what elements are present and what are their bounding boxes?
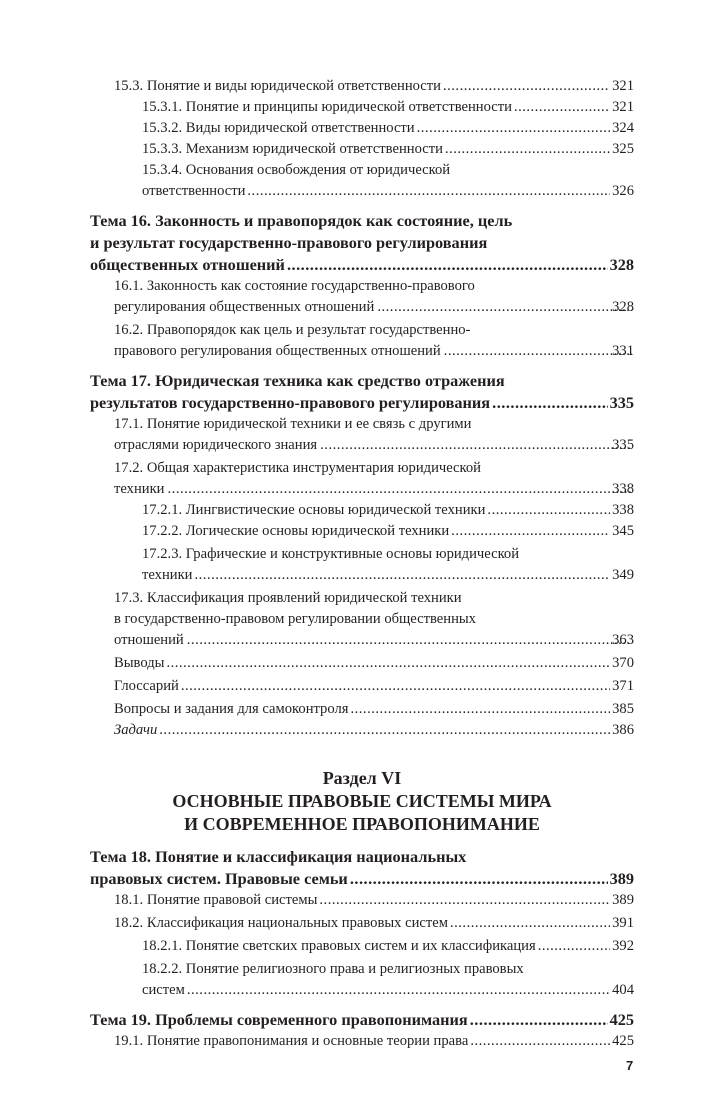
page-ref: 321: [612, 78, 634, 94]
page-ref: 389: [609, 869, 634, 888]
page-ref: 370: [612, 655, 634, 671]
section-number: Раздел VI: [322, 768, 402, 788]
toc-entry[interactable]: Выводы ..... 370: [114, 653, 634, 674]
table-of-contents: [90, 76, 634, 1052]
dot-leader: [538, 936, 610, 957]
section-title-line: ОСНОВНЫЕ ПРАВОВЫЕ СИСТЕМЫ МИРА: [172, 791, 552, 811]
toc-entry[interactable]: 15.3. Понятие и виды юридической ответственности ..... 321: [114, 76, 634, 97]
toc-entry[interactable]: Вопросы и задания для самоконтроля ..... 385: [114, 699, 634, 720]
dot-leader: [194, 565, 610, 586]
dot-leader: [350, 868, 608, 890]
dot-leader: [181, 676, 610, 697]
dot-leader: [186, 630, 632, 651]
toc-entry-line: 18.2.2. Понятие религиозного права и религиозных правовых: [142, 961, 524, 977]
page-ref: 345: [612, 523, 634, 539]
dot-leader: [319, 890, 610, 911]
toc-topic[interactable]: Тема 18. Понятие и классификация национальных правовых систем. Правовые семьи ..... 389: [90, 846, 634, 890]
page-ref: 425: [609, 1010, 634, 1029]
toc-entry-line: 17.1. Понятие юридической техники и ее связь с другими: [114, 416, 472, 432]
toc-entry[interactable]: 19.1. Понятие правопонимания и основные теории права ..... 425: [114, 1031, 634, 1052]
toc-entry-line: 16.1. Законность как состояние государственно-правового: [114, 278, 475, 294]
toc-entry[interactable]: 17.3. Классификация проявлений юридической техники в государственно-правовом регулировании общественных отношений ..... 363: [114, 588, 634, 651]
toc-entry[interactable]: 18.2.1. Понятие светских правовых систем и их классификация ..... 392: [142, 936, 634, 957]
toc-topic[interactable]: Тема 16. Законность и правопорядок как состояние, цель и результат государственно-правового регулирования общественных отношений ..... 328: [90, 210, 634, 276]
toc-topic-line: Тема 17. Юридическая техника как средство отражения: [90, 371, 505, 390]
dot-leader: [443, 341, 632, 362]
toc-entry-line: 15.3.4. Основания освобождения от юридической: [142, 162, 451, 178]
toc-entry[interactable]: 18.2.2. Понятие религиозного права и религиозных правовых систем ..... 404: [142, 959, 634, 1001]
page-ref: 385: [612, 701, 634, 717]
dot-leader: [451, 521, 610, 542]
page-ref: 386: [612, 722, 634, 738]
toc-topic-line: Тема 18. Понятие и классификация национальных: [90, 847, 467, 866]
dot-leader: [187, 980, 610, 1001]
toc-entry[interactable]: 15.3.1. Понятие и принципы юридической ответственности ..... 321: [142, 97, 634, 118]
toc-entry[interactable]: 17.2.3. Графические и конструктивные основы юридической техники ..... 349: [142, 544, 634, 586]
toc-entry[interactable]: 16.2. Правопорядок как цель и результат государственно- правового регулирования общественных отношений ..... 331: [114, 320, 634, 362]
dot-leader: [487, 500, 610, 521]
dot-leader: [166, 479, 632, 500]
dot-leader: [287, 254, 608, 276]
dot-leader: [417, 118, 610, 139]
toc-entry[interactable]: 17.2.2. Логические основы юридической техники ..... 345: [142, 521, 634, 542]
page-ref: 321: [612, 99, 634, 115]
dot-leader: [443, 76, 610, 97]
toc-entry-line: 17.2.3. Графические и конструктивные основы юридической: [142, 546, 520, 562]
page-ref: 371: [612, 678, 634, 694]
toc-entry[interactable]: 15.3.4. Основания освобождения от юридической ответственности ..... 326: [142, 160, 634, 202]
dot-leader: [470, 1009, 608, 1031]
dot-leader: [350, 699, 610, 720]
toc-entry[interactable]: Глоссарий ..... 371: [114, 676, 634, 697]
toc-entry[interactable]: 18.1. Понятие правовой системы ..... 389: [114, 890, 634, 911]
toc-topic[interactable]: Тема 17. Юридическая техника как средство отражения результатов государственно-правового регулирования ..... 335: [90, 370, 634, 414]
toc-entry[interactable]: 15.3.2. Виды юридической ответственности ..... 324: [142, 118, 634, 139]
page-ref: 391: [612, 915, 634, 931]
section-heading: [90, 767, 634, 836]
page-ref: 349: [612, 567, 634, 583]
page-ref: 389: [612, 892, 634, 908]
page-ref: 325: [612, 141, 634, 157]
toc-topic-line: и результат государственно-правового регулирования: [90, 233, 488, 252]
dot-leader: [450, 913, 610, 934]
toc-entry[interactable]: 17.2.1. Лингвистические основы юридической техники ..... 338: [142, 500, 634, 521]
page-ref: 328: [609, 255, 634, 274]
page-ref: 335: [609, 393, 634, 412]
dot-leader: [514, 97, 610, 118]
toc-entry[interactable]: 17.2. Общая характеристика инструментария юридической техники ..... 338: [114, 458, 634, 500]
toc-entry[interactable]: 18.2. Классификация национальных правовых систем ..... 391: [114, 913, 634, 934]
dot-leader: [247, 181, 610, 202]
dot-leader: [445, 139, 610, 160]
dot-leader: [166, 653, 610, 674]
section-title-line: И СОВРЕМЕННОЕ ПРАВОПОНИМАНИЕ: [184, 814, 540, 834]
page-ref: 338: [612, 502, 634, 518]
toc-entry-line: 17.3. Классификация проявлений юридической техники: [114, 590, 462, 606]
dot-leader: [159, 720, 610, 741]
toc-entry[interactable]: 16.1. Законность как состояние государственно-правового регулирования общественных отношений ..... 328: [114, 276, 634, 318]
page-ref: 326: [612, 183, 634, 199]
page-ref: 324: [612, 120, 634, 136]
page-number: 7: [626, 1058, 634, 1073]
toc-entry-line: 17.2. Общая характеристика инструментария юридической: [114, 460, 481, 476]
page-ref: 392: [612, 938, 634, 954]
toc-entry[interactable]: Задачи ..... 386: [114, 720, 634, 741]
dot-leader: [319, 435, 632, 456]
page-ref: 425: [612, 1033, 634, 1049]
toc-entry-line: 16.2. Правопорядок как цель и результат государственно-: [114, 322, 471, 338]
toc-topic-line: Тема 16. Законность и правопорядок как состояние, цель: [90, 211, 513, 230]
dot-leader: [470, 1031, 610, 1052]
toc-entry-line: в государственно-правовом регулировании общественных: [114, 611, 476, 627]
toc-entry[interactable]: 15.3.3. Механизм юридической ответственности ..... 325: [142, 139, 634, 160]
page-ref: 404: [612, 982, 634, 998]
dot-leader: [492, 392, 607, 414]
dot-leader: [376, 297, 632, 318]
toc-entry[interactable]: 17.1. Понятие юридической техники и ее связь с другими отраслями юридического знания ..... 335: [114, 414, 634, 456]
toc-topic[interactable]: Тема 19. Проблемы современного правопонимания ..... 425: [90, 1009, 634, 1031]
